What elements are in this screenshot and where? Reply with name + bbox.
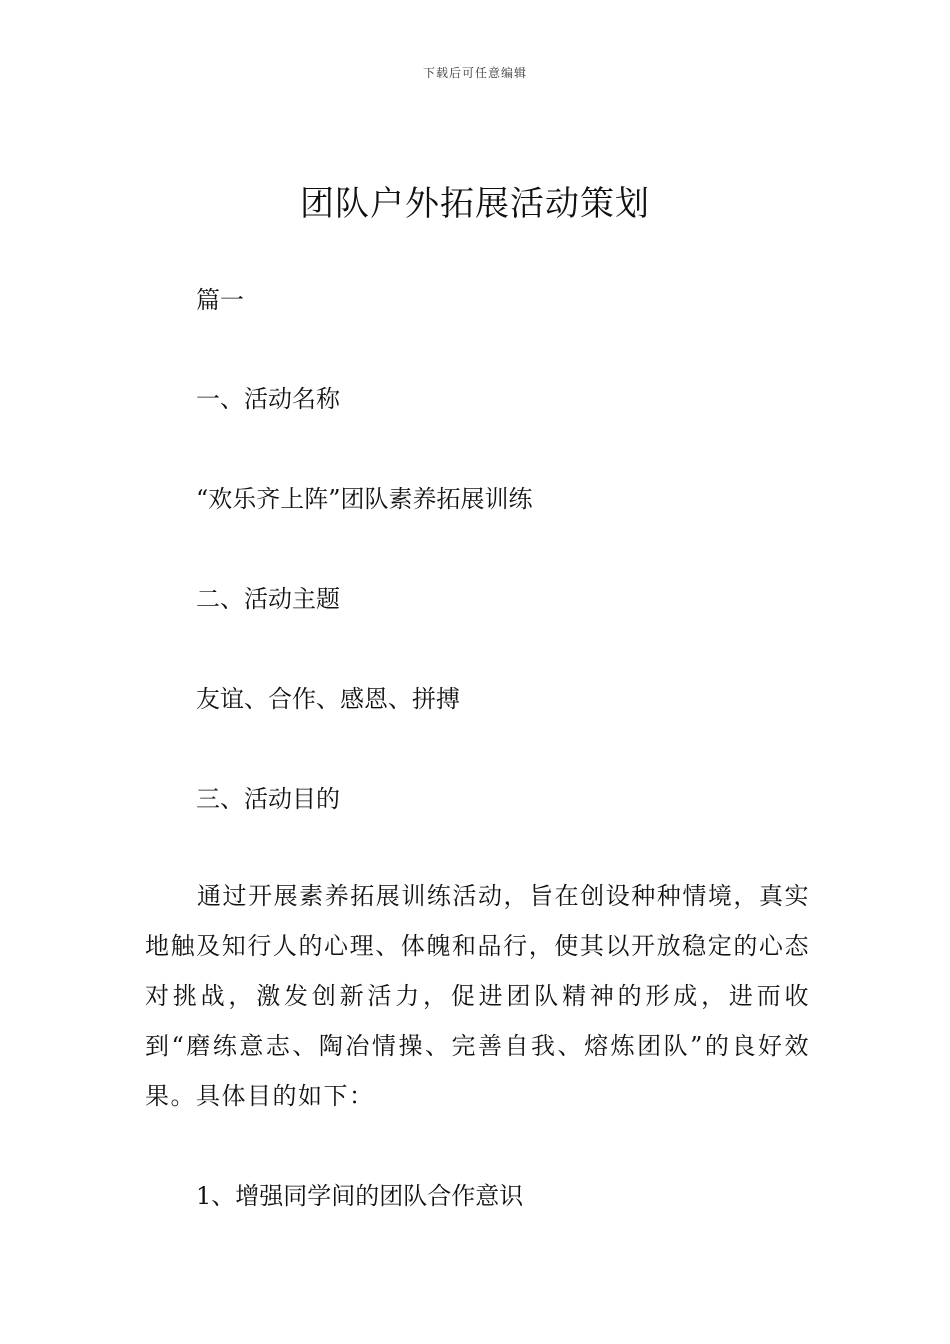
list-item-1: 1、增强同学间的团队合作意识 bbox=[196, 1182, 524, 1210]
section2-text: 友谊、合作、感恩、拼搏 bbox=[196, 685, 460, 713]
part-label: 篇一 bbox=[196, 286, 244, 314]
section3-heading: 三、活动目的 bbox=[196, 785, 340, 813]
section3-paragraph: 通过开展素养拓展训练活动，旨在创设种种情境，真实地触及知行人的心理、体魄和品行，使其以开放稳定的心态对挑战，激发创新活力，促进团队精神的形成，进而收到“磨练意志、陶冶情操、完善自我、熔炼团队”的良好效果。具体目的如下： bbox=[145, 882, 810, 1110]
section1-text: “欢乐齐上阵”团队素养拓展训练 bbox=[196, 485, 533, 513]
header-note: 下载后可任意编辑 bbox=[422, 66, 527, 80]
document-title: 团队户外拓展活动策划 bbox=[300, 184, 650, 224]
section2-heading: 二、活动主题 bbox=[196, 585, 340, 613]
section1-heading: 一、活动名称 bbox=[196, 385, 340, 413]
